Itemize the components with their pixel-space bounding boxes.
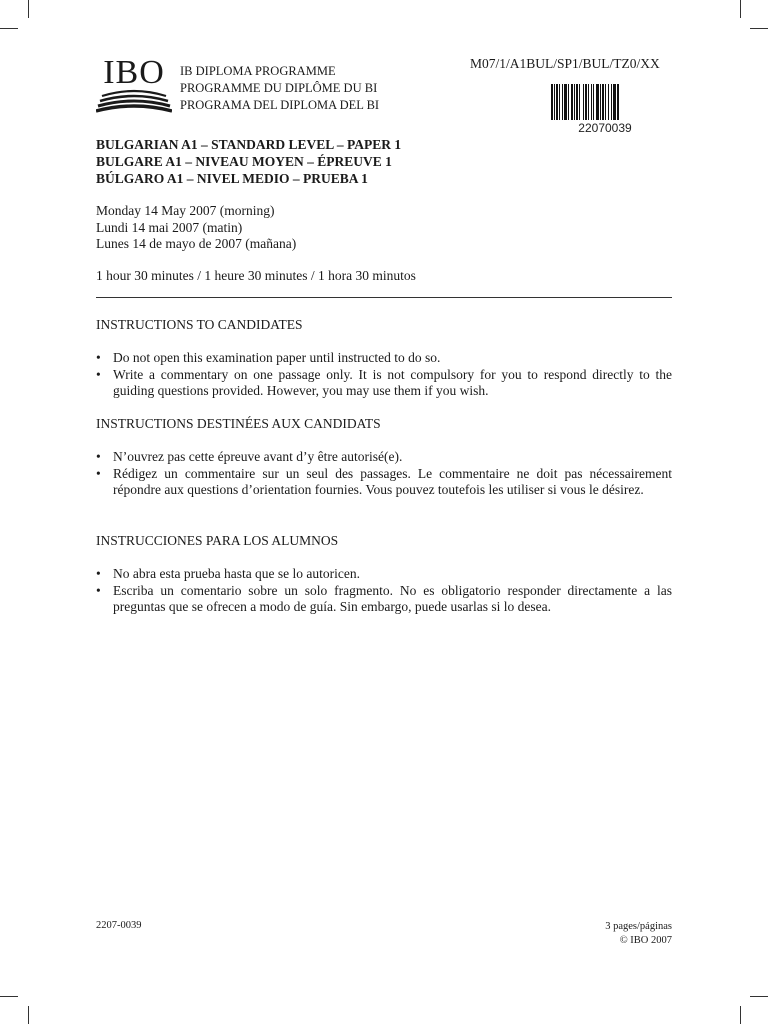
bullet: • xyxy=(96,366,101,382)
list-item xyxy=(96,350,672,367)
list-item xyxy=(96,566,672,583)
programme-names xyxy=(180,63,379,114)
crop-mark xyxy=(0,28,18,29)
copyright: © IBO 2007 xyxy=(619,935,672,946)
crop-mark xyxy=(28,0,29,18)
list-item xyxy=(96,466,672,499)
paper-code: M07/1/A1BUL/SP1/BUL/TZ0/XX xyxy=(470,56,660,71)
logo-text: IBO xyxy=(103,54,165,91)
exam-date: Lunes 14 de mayo de 2007 (mañana) xyxy=(96,236,297,251)
bullet: • xyxy=(96,582,101,598)
exam-date: Monday 14 May 2007 (morning) xyxy=(96,203,275,218)
instructions-english xyxy=(96,316,672,400)
instructions-spanish xyxy=(96,532,672,616)
exam-duration: 1 hour 30 minutes / 1 heure 30 minutes / 1 hora 30 minutos xyxy=(96,268,416,283)
ibo-logo xyxy=(96,56,172,114)
section-heading: INSTRUCCIONES PARA LOS ALUMNOS xyxy=(96,533,339,548)
crop-mark xyxy=(0,996,18,997)
crop-mark xyxy=(740,1006,741,1024)
bullet: • xyxy=(96,465,101,481)
programme-line: PROGRAMME DU DIPLÔME DU BI xyxy=(180,81,378,95)
instruction-text: Write a commentary on one passage only. It is not compulsory for you to respond directly to the guiding questions provided. However, you may use them if you wish. xyxy=(113,366,672,398)
exam-title: BÚLGARO A1 – NIVEL MEDIO – PRUEBA 1 xyxy=(96,171,368,186)
footer-code: 2207-0039 xyxy=(96,920,142,931)
divider xyxy=(96,297,672,298)
instruction-text: Rédigez un commentaire sur un seul des passages. Le commentaire ne doit pas nécessairement répondre aux questions d’orientation fournies. Vous pouvez toutefois les utiliser si vous le désirez. xyxy=(113,465,672,497)
instruction-text: No abra esta prueba hasta que se lo autoricen. xyxy=(113,566,361,581)
barcode-number: 22070039 xyxy=(578,121,632,135)
list-item xyxy=(96,367,672,400)
bullet: • xyxy=(96,449,101,464)
exam-title: BULGARIAN A1 – STANDARD LEVEL – PAPER 1 xyxy=(96,137,402,152)
instruction-text: Do not open this examination paper until instructed to do so. xyxy=(113,350,441,365)
instructions-french xyxy=(96,415,672,499)
section-heading: INSTRUCTIONS DESTINÉES AUX CANDIDATS xyxy=(96,416,381,431)
bullet: • xyxy=(96,566,101,581)
bullet: • xyxy=(96,350,101,365)
logo-arcs-icon xyxy=(96,56,172,114)
section-heading: INSTRUCTIONS TO CANDIDATES xyxy=(96,317,303,332)
crop-mark xyxy=(740,0,741,18)
instruction-text: N’ouvrez pas cette épreuve avant d’y être autorisé(e). xyxy=(113,449,403,464)
list-item xyxy=(96,449,672,466)
crop-mark xyxy=(28,1006,29,1024)
crop-mark xyxy=(750,28,768,29)
footer-info xyxy=(605,920,672,948)
instruction-text: Escriba un comentario sobre un solo fragmento. No es obligatorio responder directamente a las preguntas que se ofrecen a modo de guía. Sin embargo, puede usarlas si lo desea. xyxy=(113,582,672,614)
crop-mark xyxy=(750,996,768,997)
exam-title: BULGARE A1 – NIVEAU MOYEN – ÉPREUVE 1 xyxy=(96,154,392,169)
barcode-icon xyxy=(551,84,659,120)
exam-titles xyxy=(96,136,401,187)
page-count: 3 pages/páginas xyxy=(605,921,672,932)
programme-line: IB DIPLOMA PROGRAMME xyxy=(180,64,336,78)
exam-dates xyxy=(96,203,296,253)
exam-date: Lundi 14 mai 2007 (matin) xyxy=(96,219,243,235)
programme-line: PROGRAMA DEL DIPLOMA DEL BI xyxy=(180,98,380,112)
list-item xyxy=(96,583,672,616)
